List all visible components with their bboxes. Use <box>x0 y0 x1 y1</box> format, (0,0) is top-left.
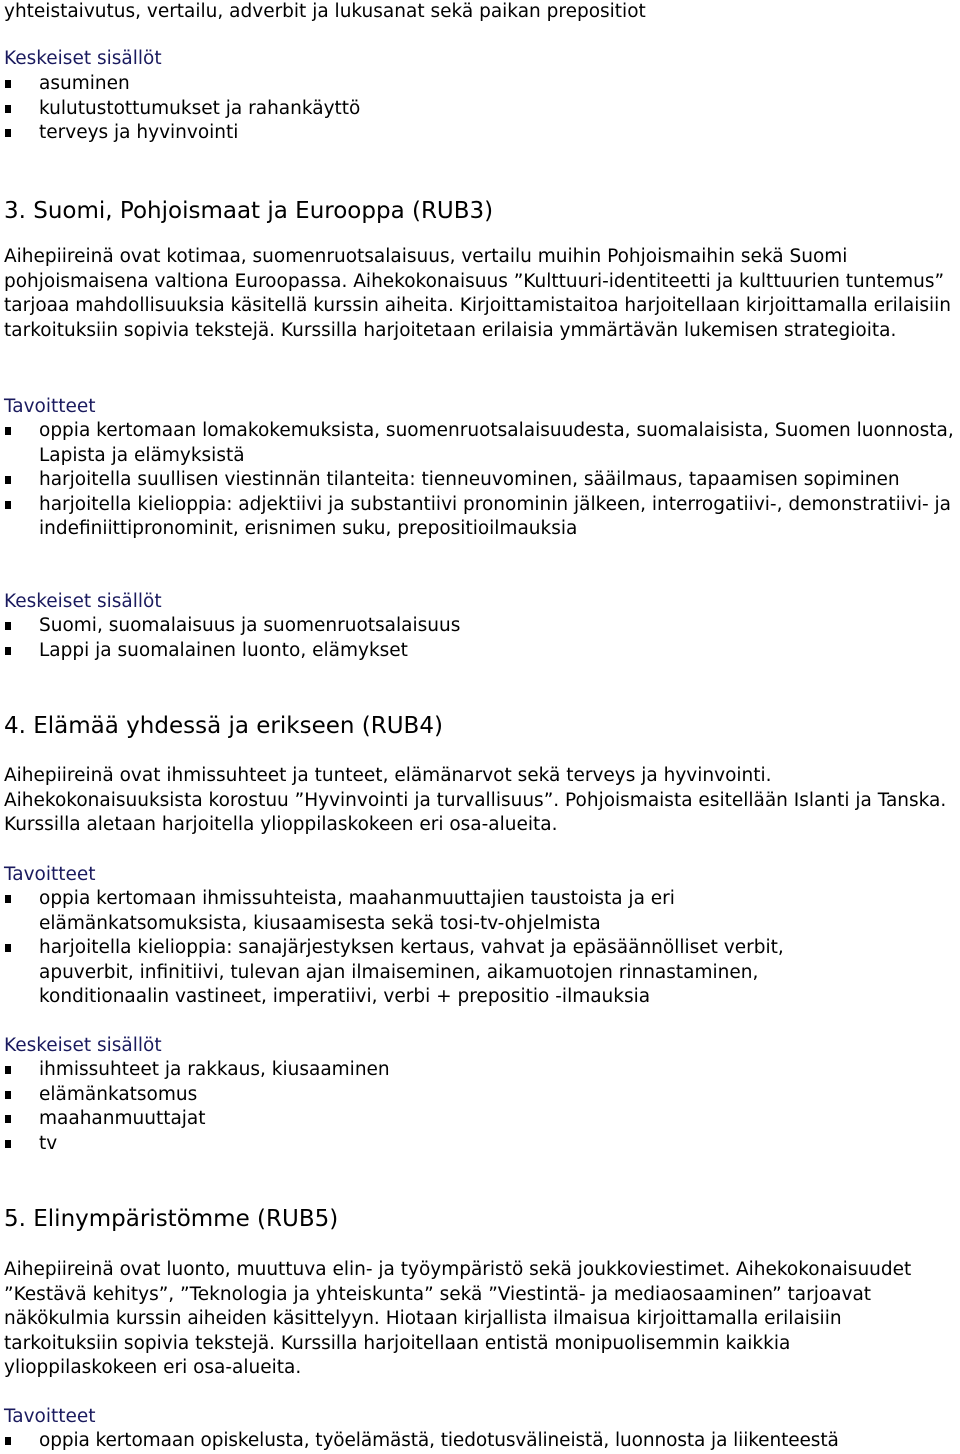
list-item: oppia kertomaan opiskelusta, työelämästä, tiedotusvälineistä, luonnosta ja liikenteestä <box>4 1429 956 1454</box>
list-item: Lappi ja suomalainen luonto, elämykset <box>4 639 460 664</box>
section-heading-3: 3. Suomi, Pohjoismaat ja Eurooppa (RUB3) <box>4 198 494 224</box>
section-heading-5: 5. Elinympäristömme (RUB5) <box>4 1206 339 1232</box>
list-item: oppia kertomaan lomakokemuksista, suomenruotsalaisuudesta, suomalaisista, Suomen luonnosta, Lapista ja elämyksistä <box>4 419 956 468</box>
list-item: harjoitella kielioppia: sanajärjestyksen kertaus, vahvat ja epäsäännölliset verbit, apuverbit, infinitiivi, tulevan ajan ilmaiseminen, aikamuotojen rinnastaminen, konditionaalin vastineet, imperatiivi, verbi + prepositio -ilmauksia <box>4 936 884 1010</box>
contents-heading-0: Keskeiset sisällöt <box>4 48 162 69</box>
list-item: elämänkatsomus <box>4 1083 390 1108</box>
list-item: maahanmuuttajat <box>4 1107 390 1132</box>
contents-list-3 <box>4 614 460 663</box>
contents-heading-4: Keskeiset sisällöt <box>4 1035 162 1056</box>
list-item: harjoitella suullisen viestinnän tilanteita: tienneuvominen, sääilmaus, tapaamisen sopiminen <box>4 468 956 493</box>
list-item: kulutustottumukset ja rahankäyttö <box>4 97 360 122</box>
goals-list-5 <box>4 1429 956 1454</box>
list-item: harjoitella kielioppia: adjektiivi ja substantiivi pronominin jälkeen, interrogatiivi-, demonstratiivi- ja indefiniittipronominit, erisnimen suku, prepositioilmauksia <box>4 493 956 542</box>
goals-list-3 <box>4 419 956 542</box>
contents-list-4 <box>4 1058 390 1156</box>
goals-heading-3: Tavoitteet <box>4 396 96 417</box>
section-heading-4: 4. Elämää yhdessä ja erikseen (RUB4) <box>4 713 443 739</box>
section-intro-4: Aihepiireinä ovat ihmissuhteet ja tunteet, elämänarvot sekä terveys ja hyvinvointi. Aihekokonaisuuksista korostuu ”Hyvinvointi ja turvallisuus”. Pohjoismaista esitellään Islanti ja Tanska. Kurssilla aletaan harjoitella ylioppilaskokeen eri osa-alueita. <box>4 765 947 835</box>
top-line: yhteistaivutus, vertailu, adverbit ja lukusanat sekä paikan prepositiot <box>4 1 646 22</box>
goals-heading-5: Tavoitteet <box>4 1406 96 1427</box>
list-item: asuminen <box>4 72 360 97</box>
section-intro-5: Aihepiireinä ovat luonto, muuttuva elin- ja työympäristö sekä joukkoviestimet. Aihekokonaisuudet ”Kestävä kehitys”, ”Teknologia ja yhteiskunta” sekä ”Viestintä- ja mediaosaaminen” tarjoavat näkökulmia kurssin aiheiden käsittelyyn. Hiotaan kirjallista ilmaisua kirjoittamalla erilaisiin tarkoituksiin sopivia tekstejä. Kurssilla harjoitellaan entistä monipuolisemmin kaikkia ylioppilaskokeen eri osa-alueita. <box>4 1259 912 1378</box>
list-item: ihmissuhteet ja rakkaus, kiusaaminen <box>4 1058 390 1083</box>
contents-list-0 <box>4 72 360 146</box>
goals-heading-4: Tavoitteet <box>4 864 96 885</box>
list-item: tv <box>4 1132 390 1157</box>
list-item: terveys ja hyvinvointi <box>4 121 360 146</box>
section-intro-3: Aihepiireinä ovat kotimaa, suomenruotsalaisuus, vertailu muihin Pohjoismaihin sekä Suomi pohjoismaisena valtiona Euroopassa. Aihekokonaisuus ”Kulttuuri-identiteetti ja kulttuurien tuntemus” tarjoaa mahdollisuuksia käsitellä kurssin aiheita. Kirjoittamistaitoa harjoitellaan kirjoittamalla erilaisiin tarkoituksiin sopivia tekstejä. Kurssilla harjoitetaan erilaisia ymmärtävän lukemisen strategioita. <box>4 246 952 341</box>
list-item: oppia kertomaan ihmissuhteista, maahanmuuttajien taustoista ja eri elämänkatsomuksista, kiusaamisesta sekä tosi-tv-ohjelmista <box>4 887 884 936</box>
contents-heading-3: Keskeiset sisällöt <box>4 591 162 612</box>
list-item: Suomi, suomalaisuus ja suomenruotsalaisuus <box>4 614 460 639</box>
goals-list-4 <box>4 887 884 1010</box>
